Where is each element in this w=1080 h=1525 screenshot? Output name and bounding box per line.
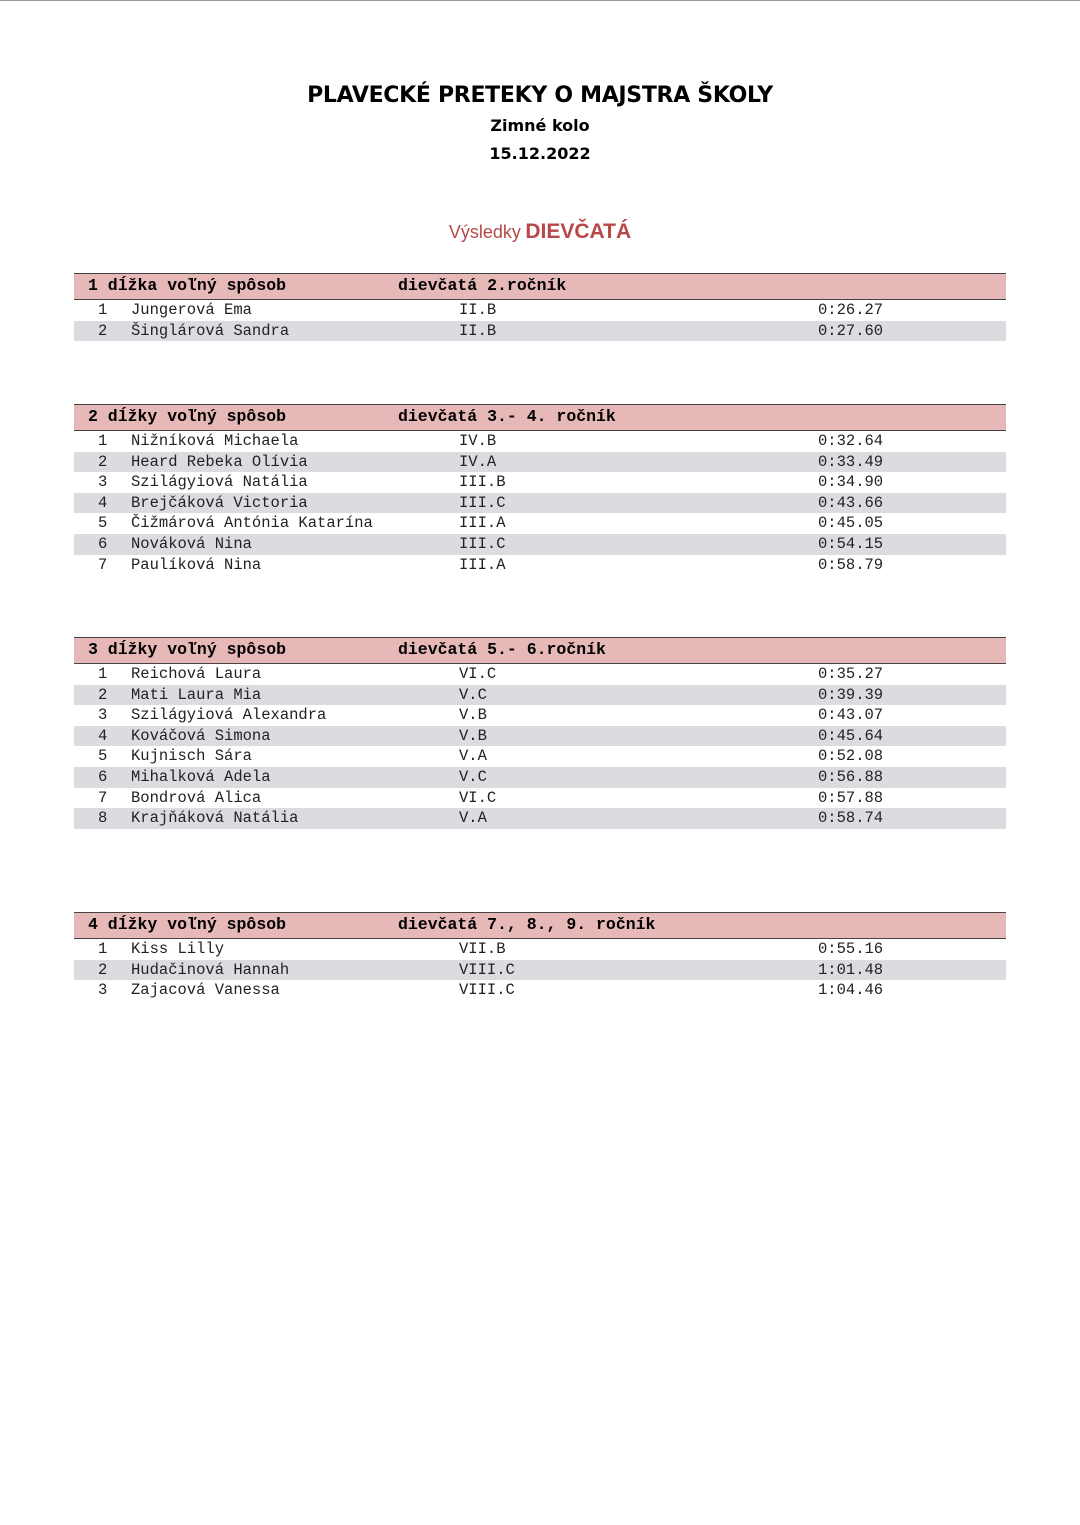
result-class: III.C <box>459 493 506 512</box>
result-time: 0:26.27 <box>818 301 884 319</box>
result-row <box>74 513 1006 534</box>
event-section-3 <box>74 637 1006 829</box>
result-name: Krajňáková Natália <box>131 809 299 828</box>
result-place: 4 <box>98 493 108 512</box>
result-class: IV.B <box>459 432 497 450</box>
result-place: 1 <box>98 665 108 683</box>
result-class: VI.C <box>459 665 497 683</box>
result-place: 2 <box>98 321 108 340</box>
result-name: Kujnisch Sára <box>131 747 252 766</box>
event-category: dievčatá 7., 8., 9. ročník <box>398 915 656 934</box>
document-subtitle: Zimné kolo <box>490 116 590 135</box>
page-top-border <box>0 0 1080 1</box>
result-class: V.A <box>459 747 487 766</box>
result-row <box>74 431 1006 452</box>
result-place: 6 <box>98 534 108 553</box>
result-class: V.A <box>459 809 487 828</box>
result-name: Čižmárová Antónia Katarína <box>131 514 373 533</box>
result-time: 0:43.66 <box>818 493 884 512</box>
result-class: VI.C <box>459 788 497 807</box>
result-place: 7 <box>98 788 108 807</box>
result-time: 0:34.90 <box>818 473 884 492</box>
result-name: Nováková Nina <box>131 534 252 553</box>
event-header <box>74 404 1006 431</box>
result-time: 1:01.48 <box>818 960 884 979</box>
result-time: 0:58.74 <box>818 809 884 828</box>
result-place: 1 <box>98 301 108 319</box>
result-time: 1:04.46 <box>818 981 884 1000</box>
result-class: III.A <box>459 555 506 574</box>
result-place: 1 <box>98 432 108 450</box>
result-row <box>74 980 1006 1001</box>
result-row <box>74 685 1006 706</box>
result-class: V.B <box>459 706 487 725</box>
event-category: dievčatá 2.ročník <box>398 276 567 295</box>
document-header <box>0 80 1080 168</box>
result-row <box>74 808 1006 829</box>
results-heading <box>0 220 1080 244</box>
result-row <box>74 534 1006 555</box>
results-label: Výsledky <box>448 222 521 242</box>
event-discipline: 1 dĺžka voľný spôsob <box>88 276 287 295</box>
result-time: 0:52.08 <box>818 747 884 766</box>
result-row <box>74 705 1006 726</box>
event-section-4 <box>74 912 1006 1001</box>
result-row <box>74 767 1006 788</box>
result-row <box>74 300 1006 321</box>
result-name: Brejčáková Victoria <box>131 493 308 512</box>
result-time: 0:39.39 <box>818 685 884 704</box>
result-place: 4 <box>98 726 108 745</box>
result-time: 0:43.07 <box>818 706 884 725</box>
result-time: 0:35.27 <box>818 665 884 683</box>
result-time: 0:33.49 <box>818 452 884 471</box>
result-class: V.B <box>459 726 487 745</box>
document-title: PLAVECKÉ PRETEKY O MAJSTRA ŠKOLY <box>307 83 773 108</box>
result-row <box>74 726 1006 747</box>
result-row <box>74 960 1006 981</box>
result-name: Zajacová Vanessa <box>131 981 280 1000</box>
result-name: Nižníková Michaela <box>131 432 299 450</box>
result-place: 6 <box>98 767 108 786</box>
result-name: Szilágyiová Alexandra <box>131 706 327 725</box>
result-class: V.C <box>459 767 487 786</box>
result-place: 2 <box>98 960 108 979</box>
result-class: III.B <box>459 473 506 492</box>
result-name: Jungerová Ema <box>131 301 252 319</box>
result-class: VII.B <box>459 940 506 958</box>
result-row <box>74 939 1006 960</box>
result-class: V.C <box>459 685 487 704</box>
result-class: III.A <box>459 514 506 533</box>
result-row <box>74 788 1006 809</box>
document-date: 15.12.2022 <box>489 144 591 163</box>
result-row <box>74 555 1006 576</box>
result-row <box>74 472 1006 493</box>
result-name: Mati Laura Mia <box>131 685 262 704</box>
event-discipline: 4 dĺžky voľný spôsob <box>88 915 287 934</box>
result-name: Hudačinová Hannah <box>131 960 290 979</box>
event-discipline: 2 dĺžky voľný spôsob <box>88 407 287 426</box>
result-time: 0:27.60 <box>818 321 884 340</box>
event-discipline: 3 dĺžky voľný spôsob <box>88 640 287 659</box>
result-place: 2 <box>98 685 108 704</box>
event-header <box>74 273 1006 300</box>
result-time: 0:58.79 <box>818 555 884 574</box>
result-time: 0:56.88 <box>818 767 884 786</box>
event-header <box>74 912 1006 939</box>
result-place: 7 <box>98 555 108 574</box>
event-section-1 <box>74 273 1006 341</box>
results-group: DIEVČATÁ <box>525 220 632 243</box>
event-section-2 <box>74 404 1006 575</box>
result-name: Bondrová Alica <box>131 788 262 807</box>
result-place: 3 <box>98 706 108 725</box>
result-time: 0:32.64 <box>818 432 884 450</box>
result-name: Szilágyiová Natália <box>131 473 308 492</box>
result-row <box>74 664 1006 685</box>
result-row <box>74 452 1006 473</box>
result-time: 0:55.16 <box>818 940 884 958</box>
result-row <box>74 493 1006 514</box>
result-class: VIII.C <box>459 981 515 1000</box>
result-name: Paulíková Nina <box>131 555 262 574</box>
result-time: 0:45.64 <box>818 726 884 745</box>
result-time: 0:45.05 <box>818 514 884 533</box>
result-place: 2 <box>98 452 108 471</box>
result-class: II.B <box>459 301 497 319</box>
result-place: 8 <box>98 809 108 828</box>
result-place: 5 <box>98 514 108 533</box>
result-class: IV.A <box>459 452 497 471</box>
result-class: II.B <box>459 321 497 340</box>
result-place: 3 <box>98 981 108 1000</box>
event-category: dievčatá 5.- 6.ročník <box>398 640 606 659</box>
result-place: 3 <box>98 473 108 492</box>
result-row <box>74 321 1006 342</box>
result-place: 1 <box>98 940 108 958</box>
result-name: Mihalková Adela <box>131 767 271 786</box>
result-name: Šinglárová Sandra <box>131 321 290 340</box>
event-header <box>74 637 1006 664</box>
result-row <box>74 746 1006 767</box>
result-name: Reichová Laura <box>131 665 262 683</box>
result-name: Heard Rebeka Olívia <box>131 452 308 471</box>
result-place: 5 <box>98 747 108 766</box>
result-name: Kiss Lilly <box>131 940 225 958</box>
result-class: III.C <box>459 534 506 553</box>
result-time: 0:54.15 <box>818 534 884 553</box>
event-category: dievčatá 3.- 4. ročník <box>398 407 616 426</box>
result-class: VIII.C <box>459 960 515 979</box>
result-name: Kováčová Simona <box>131 726 271 745</box>
result-time: 0:57.88 <box>818 788 884 807</box>
